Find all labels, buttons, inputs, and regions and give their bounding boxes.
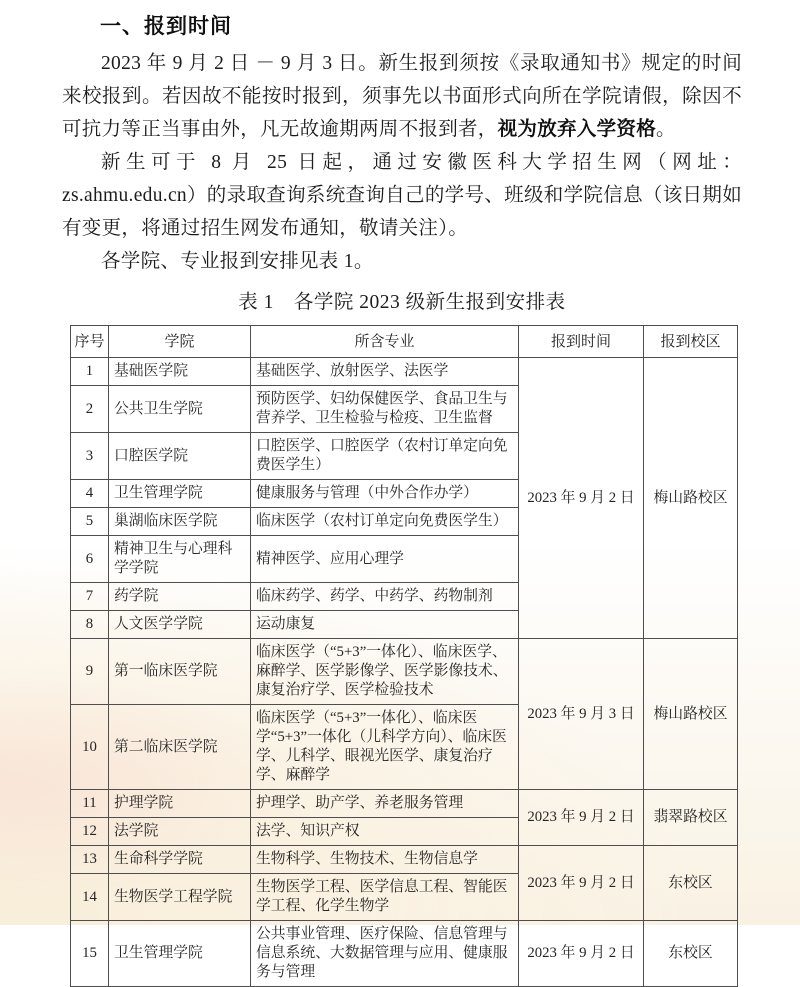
college-cell: 卫生管理学院 bbox=[109, 480, 251, 508]
no-cell: 5 bbox=[71, 508, 109, 536]
no-cell: 12 bbox=[71, 818, 109, 846]
paragraph-query-info: 新生可于 8 月 25 日起，通过安徽医科大学招生网（网址：zs.ahmu.edu.cn）的录取查询系统查询自己的学号、班级和学院信息（该日期如有变更，将通过招生网发布通知，敬请关注）。 bbox=[62, 152, 742, 239]
no-cell: 13 bbox=[71, 846, 109, 874]
no-cell: 7 bbox=[71, 583, 109, 611]
majors-cell: 临床医学（农村订单定向免费医学生） bbox=[251, 508, 519, 536]
college-cell: 第一临床医学院 bbox=[109, 639, 251, 705]
no-cell: 11 bbox=[71, 790, 109, 818]
schedule-table-body bbox=[71, 358, 738, 987]
campus-cell: 梅山路校区 bbox=[644, 358, 738, 639]
majors-cell: 法学、知识产权 bbox=[251, 818, 519, 846]
majors-cell: 口腔医学、口腔医学（农村订单定向免费医学生） bbox=[251, 433, 519, 480]
forfeit-warning-bold: 视为放弃入学资格 bbox=[497, 119, 657, 140]
paragraph-table-ref: 各学院、专业报到安排见表 1。 bbox=[101, 251, 374, 272]
header-row bbox=[71, 326, 738, 358]
header-cell-majors: 所含专业 bbox=[251, 326, 519, 358]
section-heading: 一、报到时间 bbox=[100, 15, 232, 38]
no-cell: 2 bbox=[71, 386, 109, 433]
majors-cell: 临床医学（“5+3”一体化）、临床医学、麻醉学、医学影像学、医学影像技术、康复治疗学、医学检验技术 bbox=[251, 639, 519, 705]
schedule-table bbox=[70, 325, 738, 987]
table-row bbox=[71, 639, 738, 705]
majors-cell: 公共事业管理、医疗保险、信息管理与信息系统、大数据管理与应用、健康服务与管理 bbox=[251, 921, 519, 987]
college-cell: 口腔医学院 bbox=[109, 433, 251, 480]
college-cell: 法学院 bbox=[109, 818, 251, 846]
college-cell: 第二临床医学院 bbox=[109, 705, 251, 790]
campus-cell: 东校区 bbox=[644, 846, 738, 921]
report-time-period: 。 bbox=[656, 119, 676, 140]
majors-cell: 生物科学、生物技术、生物信息学 bbox=[251, 846, 519, 874]
college-cell: 护理学院 bbox=[109, 790, 251, 818]
no-cell: 3 bbox=[71, 433, 109, 480]
table-row bbox=[71, 921, 738, 987]
time-cell: 2023 年 9 月 2 日 bbox=[519, 790, 644, 846]
college-cell: 巢湖临床医学院 bbox=[109, 508, 251, 536]
college-cell: 卫生管理学院 bbox=[109, 921, 251, 987]
no-cell: 8 bbox=[71, 611, 109, 639]
paragraph-report-time bbox=[62, 47, 742, 146]
majors-cell: 基础医学、放射医学、法医学 bbox=[251, 358, 519, 386]
majors-cell: 护理学、助产学、养老服务管理 bbox=[251, 790, 519, 818]
campus-cell: 翡翠路校区 bbox=[644, 790, 738, 846]
majors-cell: 运动康复 bbox=[251, 611, 519, 639]
header-cell-no: 序号 bbox=[71, 326, 109, 358]
no-cell: 10 bbox=[71, 705, 109, 790]
majors-cell: 预防医学、妇幼保健医学、食品卫生与营养学、卫生检验与检疫、卫生监督 bbox=[251, 386, 519, 433]
table-row bbox=[71, 358, 738, 386]
no-cell: 1 bbox=[71, 358, 109, 386]
no-cell: 9 bbox=[71, 639, 109, 705]
majors-cell: 精神医学、应用心理学 bbox=[251, 536, 519, 583]
campus-cell: 东校区 bbox=[644, 921, 738, 987]
college-cell: 人文医学学院 bbox=[109, 611, 251, 639]
no-cell: 14 bbox=[71, 874, 109, 921]
table-row bbox=[71, 846, 738, 874]
time-cell: 2023 年 9 月 2 日 bbox=[519, 846, 644, 921]
time-cell: 2023 年 9 月 2 日 bbox=[519, 921, 644, 987]
no-cell: 4 bbox=[71, 480, 109, 508]
college-cell: 精神卫生与心理科学学院 bbox=[109, 536, 251, 583]
campus-cell: 梅山路校区 bbox=[644, 639, 738, 790]
college-cell: 药学院 bbox=[109, 583, 251, 611]
college-cell: 基础医学院 bbox=[109, 358, 251, 386]
college-cell: 生命科学学院 bbox=[109, 846, 251, 874]
report-time-text: 2023 年 9 月 2 日 － 9 月 3 日。新生报到须按《录取通知书》规定的时间来校报到。若因故不能按时报到，须事先以书面形式向所在学院请假，除因不可抗力等正当事由外，凡无故逾期两周不报到者， bbox=[62, 53, 742, 140]
majors-cell: 生物医学工程、医学信息工程、智能医学工程、化学生物学 bbox=[251, 874, 519, 921]
college-cell: 生物医学工程学院 bbox=[109, 874, 251, 921]
time-cell: 2023 年 9 月 3 日 bbox=[519, 639, 644, 790]
time-cell: 2023 年 9 月 2 日 bbox=[519, 358, 644, 639]
no-cell: 6 bbox=[71, 536, 109, 583]
header-cell-campus: 报到校区 bbox=[644, 326, 738, 358]
majors-cell: 健康服务与管理（中外合作办学） bbox=[251, 480, 519, 508]
majors-cell: 临床医学（“5+3”一体化）、临床医学“5+3”一体化（儿科学方向）、临床医学、儿科学、眼视光医学、康复治疗学、麻醉学 bbox=[251, 705, 519, 790]
majors-cell: 临床药学、药学、中药学、药物制剂 bbox=[251, 583, 519, 611]
table-caption: 表 1 各学院 2023 级新生报到安排表 bbox=[238, 292, 566, 313]
college-cell: 公共卫生学院 bbox=[109, 386, 251, 433]
header-cell-college: 学院 bbox=[109, 326, 251, 358]
table-row bbox=[71, 790, 738, 818]
no-cell: 15 bbox=[71, 921, 109, 987]
header-cell-time: 报到时间 bbox=[519, 326, 644, 358]
